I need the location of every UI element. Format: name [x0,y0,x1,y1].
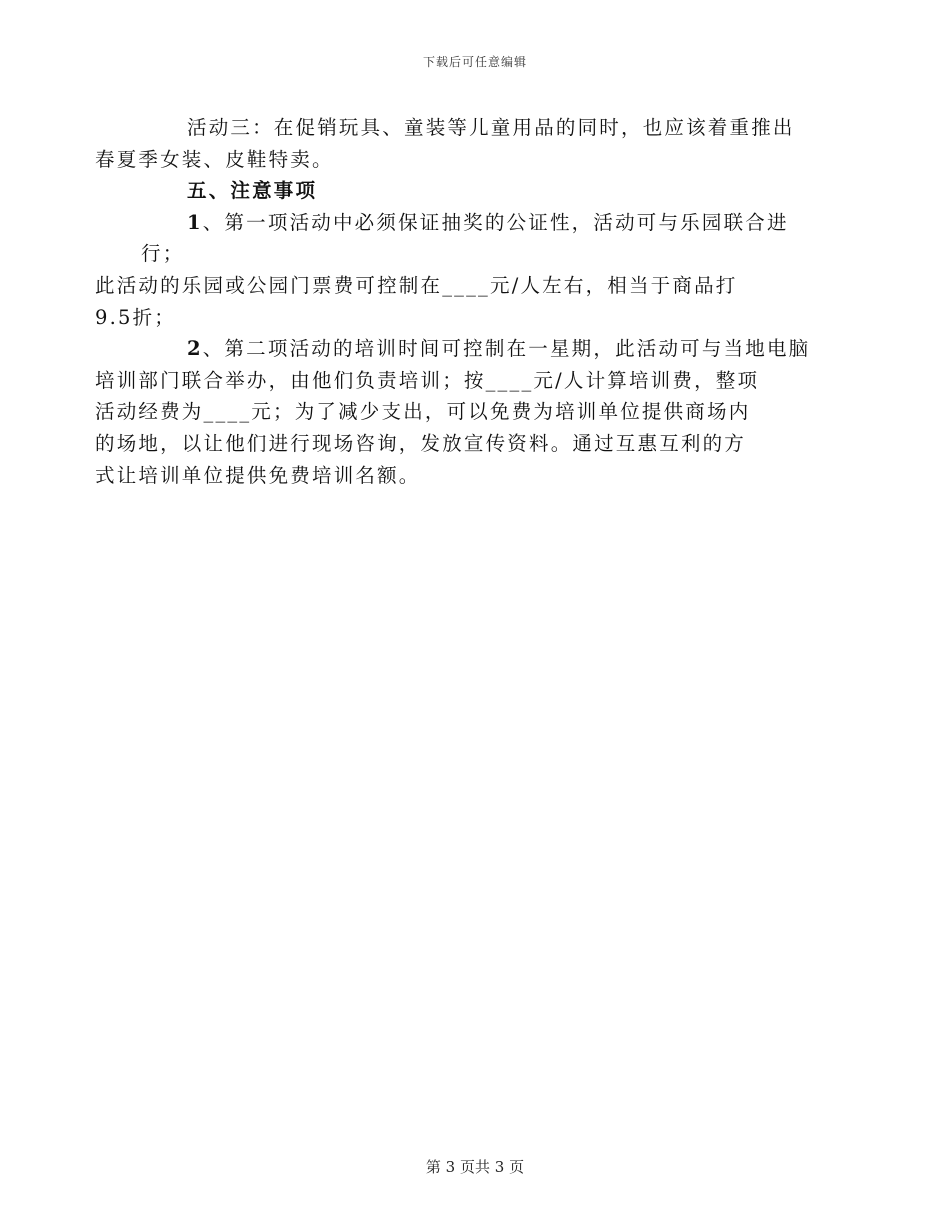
page-footer: 第 3 页共 3 页 [425,1158,525,1176]
text-line: 春夏季女装、皮鞋特卖。 [95,147,334,171]
text-line: 活动经费为____元；为了减少支出，可以免费为培训单位提供商场内 [95,400,751,424]
paragraph-note1 [95,207,811,333]
text-line: 此活动的乐园或公园门票费可控制在____元/人左右，相当于商品打 [95,273,738,297]
text-line: 的场地，以让他们进行现场咨询，发放宣传资料。通过互惠互利的方 [95,431,747,455]
paragraph-activity3 [95,112,811,175]
text-line [141,333,811,365]
text-line: 活动三：在促销玩具、童装等儿童用品的同时，也应该着重推出 [187,116,795,139]
text-line: 9.5折； [95,305,177,329]
section-heading-notes: 五、注意事项 [187,179,318,203]
text-line: 培训部门联合举办，由他们负责培训；按____元/人计算培训费，整项 [95,368,760,392]
paragraph-note2 [95,333,811,491]
text-line: 式让培训单位提供免费培训名额。 [95,463,421,487]
document-body [95,112,811,491]
text-segment: 、第二项活动的培训时间可控制在一星期，此活动可与当地电脑 [202,337,811,361]
text-line [141,207,811,270]
list-number: 2 [187,337,203,361]
page-header: 下载后可任意编辑 [422,55,527,69]
text-segment: 、第一项活动中必须保证抽奖的公证性，活动可与乐园联合进行； [141,210,789,266]
list-number: 1 [187,210,203,234]
